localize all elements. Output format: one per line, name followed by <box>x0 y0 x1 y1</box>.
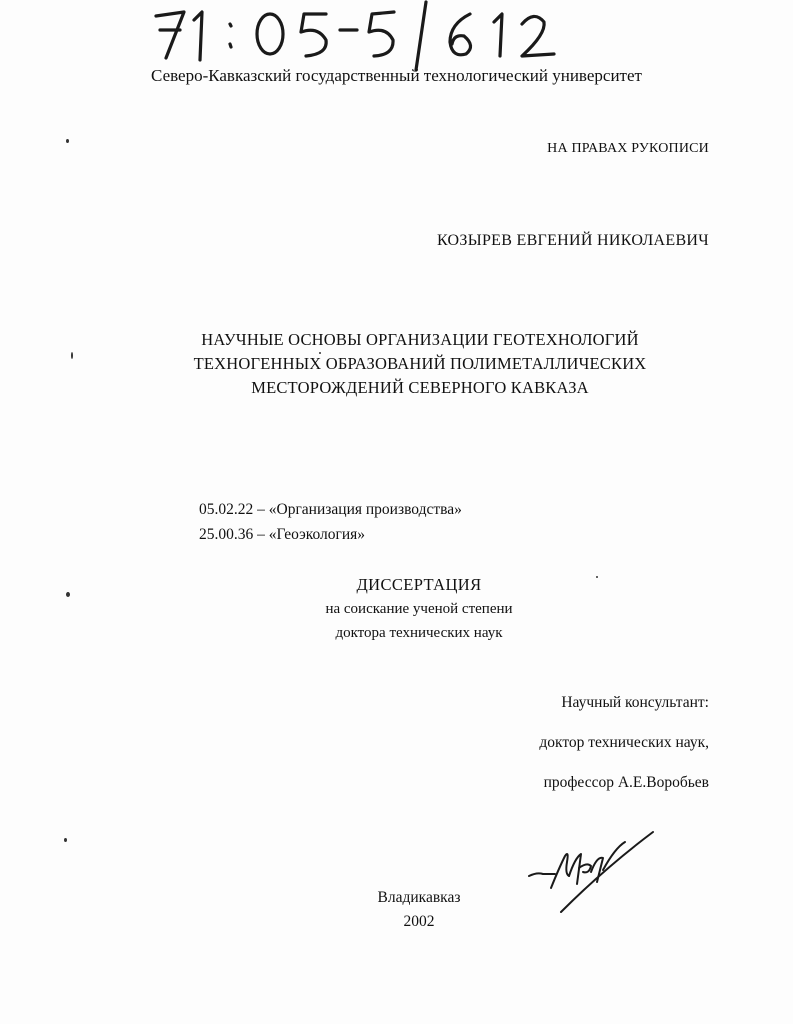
specialty-1: 05.02.22 – «Организация производства» <box>199 501 462 518</box>
consultant-degree: доктор технических наук, <box>539 734 709 751</box>
degree-line-2: доктора технических наук <box>335 625 503 641</box>
scan-speck <box>66 139 69 143</box>
scan-speck <box>64 838 67 842</box>
year: 2002 <box>403 913 435 930</box>
city: Владикавказ <box>377 889 461 906</box>
consultant-name: профессор А.Е.Воробьев <box>543 774 709 791</box>
title-line-3: МЕСТОРОЖДЕНИЙ СЕВЕРНОГО КАВКАЗА <box>251 378 589 397</box>
title-line-2: ТЕХНОГЕННЫХ ОБРАЗОВАНИЙ ПОЛИМЕТАЛЛИЧЕСКИХ <box>193 354 647 373</box>
title-line-1: НАУЧНЫЕ ОСНОВЫ ОРГАНИЗАЦИИ ГЕОТЕХНОЛОГИЙ <box>201 330 639 349</box>
degree-line-1: на соискание ученой степени <box>325 601 513 617</box>
author-name: КОЗЫРЕВ ЕВГЕНИЙ НИКОЛАЕВИЧ <box>436 232 709 249</box>
university-name: Северо-Кавказский государственный технологический университет <box>151 66 642 85</box>
scan-speck <box>71 352 73 359</box>
consultant-label: Научный консультант: <box>561 694 709 711</box>
scan-speck <box>319 352 321 354</box>
specialty-2: 25.00.36 – «Геоэкология» <box>199 526 366 543</box>
scan-speck <box>66 592 70 597</box>
scan-speck <box>596 576 598 578</box>
rights-notice: НА ПРАВАХ РУКОПИСИ <box>547 141 709 156</box>
handwritten-catalog-number <box>150 0 580 75</box>
work-type: ДИССЕРТАЦИЯ <box>356 575 482 594</box>
